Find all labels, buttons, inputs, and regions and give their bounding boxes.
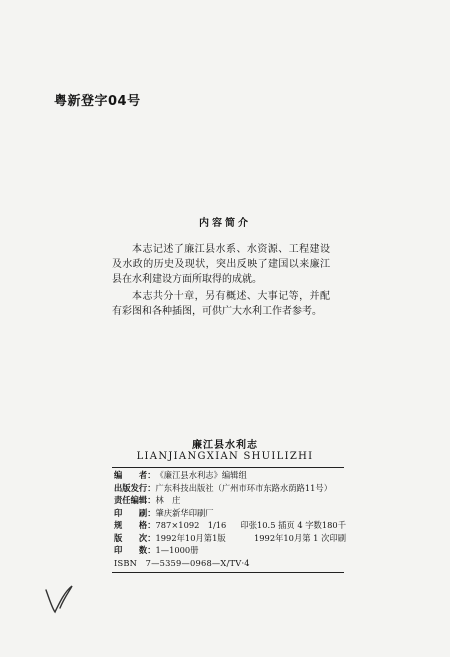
book-title-pinyin: LIANJIANGXIAN SHUILIZHI — [136, 451, 314, 462]
edition-label: 版 次： — [114, 532, 156, 543]
registration-number: 粤新登字04号 — [54, 94, 141, 109]
publication-data — [114, 469, 346, 569]
printer-label: 印 刷： — [114, 507, 156, 518]
print-run-row — [114, 544, 346, 557]
printer-row — [114, 507, 346, 520]
editor-row — [114, 469, 346, 482]
edition-value: 1992年10月第1版 — [155, 532, 226, 543]
summary-heading: 内容简介 — [199, 218, 251, 229]
specs-sheets: 印张10.5 插页 4 字数180千 — [240, 520, 346, 530]
summary-paragraph: 本志记述了廉江县水系、水资源、工程建设及水政的历史及现状，突出反映了建国以来廉江县在水利建设方面所取得的成就。 — [112, 244, 330, 285]
printer-value: 肇庆新华印刷厂 — [155, 507, 214, 518]
summary-body — [112, 242, 330, 321]
divider-bottom — [112, 572, 344, 573]
specs-label: 规 格： — [114, 520, 156, 530]
divider-top — [112, 467, 344, 468]
specs-row — [114, 519, 346, 532]
book-title: 廉江县水利志 — [192, 440, 258, 451]
responsible-editor-label: 责任编辑： — [114, 495, 156, 505]
publisher-row — [114, 482, 346, 495]
isbn-row — [114, 557, 346, 570]
pencil-mark — [40, 578, 80, 618]
publisher-label: 出版发行： — [114, 482, 156, 493]
printing-value: 1992年10月第 1 次印刷 — [253, 532, 346, 543]
publisher-value: 广东科技出版社（广州市环市东路水荫路11号） — [155, 482, 332, 493]
specs-format: 787×1092 1/16 — [155, 520, 227, 530]
edition-row — [114, 532, 346, 545]
responsible-editor-value: 林 庄 — [155, 495, 181, 505]
responsible-editor-row — [114, 494, 346, 507]
editor-label: 编 者： — [114, 470, 156, 480]
isbn: ISBN 7—5359—0968—X/TV·4 — [114, 557, 250, 568]
print-run-label: 印 数： — [114, 545, 156, 555]
summary-paragraph: 本志共分十章，另有概述、大事记等，并配有彩图和各种插图，可供广大水利工作者参考。 — [112, 291, 330, 317]
editor-value: 《廉江县水利志》编辑组 — [155, 470, 247, 480]
print-run-value: 1—1000册 — [155, 545, 199, 555]
